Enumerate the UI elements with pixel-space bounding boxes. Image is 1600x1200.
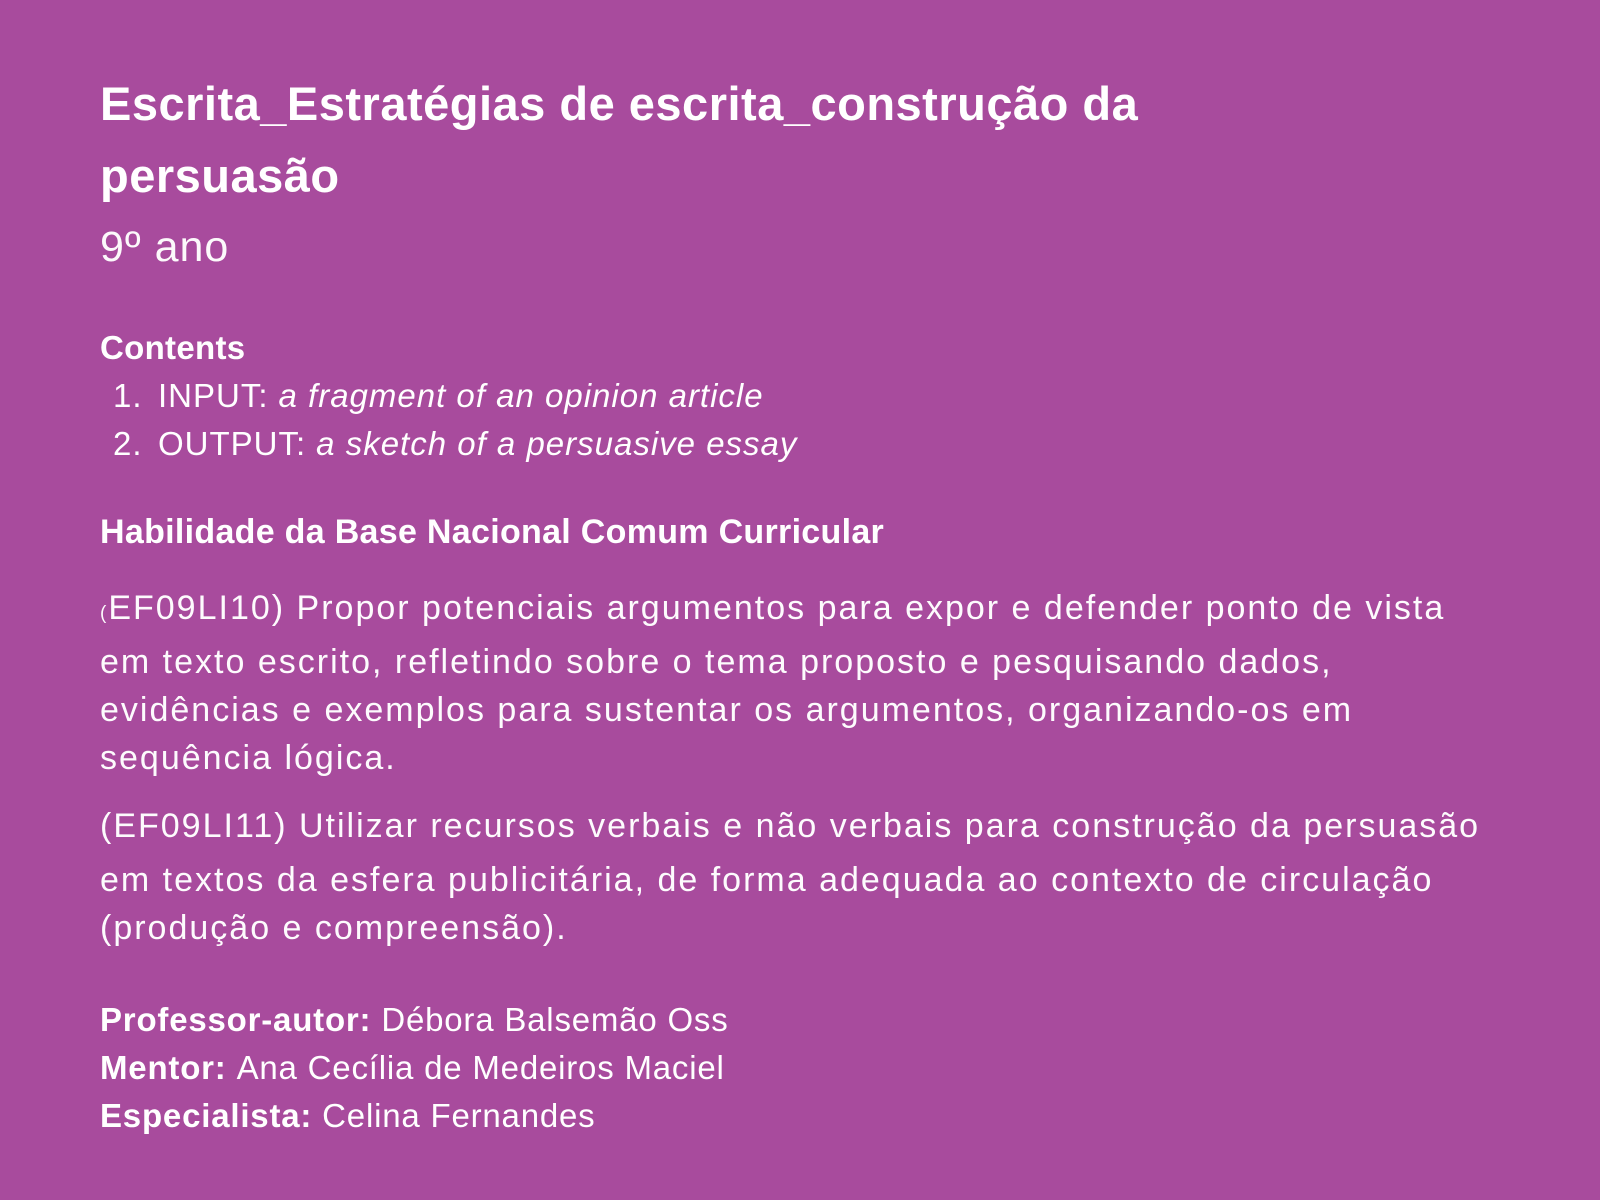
credit-label: Mentor:	[100, 1049, 227, 1086]
credit-name: Celina Fernandes	[322, 1097, 596, 1134]
contents-item-output	[113, 420, 1500, 468]
page-title-line-2: persuasão	[100, 149, 340, 202]
list-item-number: 2.	[113, 425, 143, 462]
small-open-paren: (	[100, 603, 109, 624]
bncc-paragraph-ef09li10	[100, 584, 1500, 782]
page-title-line-1: Escrita_Estratégias de escrita_construção da	[100, 77, 1139, 130]
list-item-label: OUTPUT:	[158, 425, 307, 462]
bncc-paragraph-ef09li11	[100, 802, 1500, 952]
grade-subtitle: 9º ano	[100, 223, 230, 271]
list-item-description: a fragment of an opinion article	[278, 377, 764, 414]
credits-block	[100, 996, 1500, 1140]
credit-line-especialista	[100, 1092, 1500, 1140]
credit-name: Débora Balsemão Oss	[381, 1001, 729, 1038]
bncc-paragraph-text: (EF09LI11) Utilizar recursos verbais e não verbais para construção da persuasão em textos da esfera publicitária, de forma adequada ao contexto de circulação (produção e compreensão).	[100, 807, 1481, 947]
bncc-paragraph-text: EF09LI10) Propor potenciais argumentos para expor e defender ponto de vista em texto escrito, refletindo sobre o tema proposto e pesquisando dados, evidências e exemplos para sustentar os argumentos, organizando-os em sequência lógica.	[100, 589, 1446, 777]
credit-label: Professor-autor:	[100, 1001, 372, 1038]
contents-heading: Contents	[100, 329, 246, 366]
list-item-number: 1.	[113, 377, 143, 414]
list-item-label: INPUT:	[158, 377, 269, 414]
credit-name: Ana Cecília de Medeiros Maciel	[236, 1049, 725, 1086]
credit-label: Especialista:	[100, 1097, 313, 1134]
credit-line-professor-autor	[100, 996, 1500, 1044]
credit-line-mentor	[100, 1044, 1500, 1092]
bncc-skills-heading: Habilidade da Base Nacional Comum Curricular	[100, 513, 885, 551]
contents-list	[100, 372, 1500, 468]
contents-item-input	[113, 372, 1500, 420]
page-title	[100, 68, 1500, 212]
list-item-description: a sketch of a persuasive essay	[316, 425, 798, 462]
